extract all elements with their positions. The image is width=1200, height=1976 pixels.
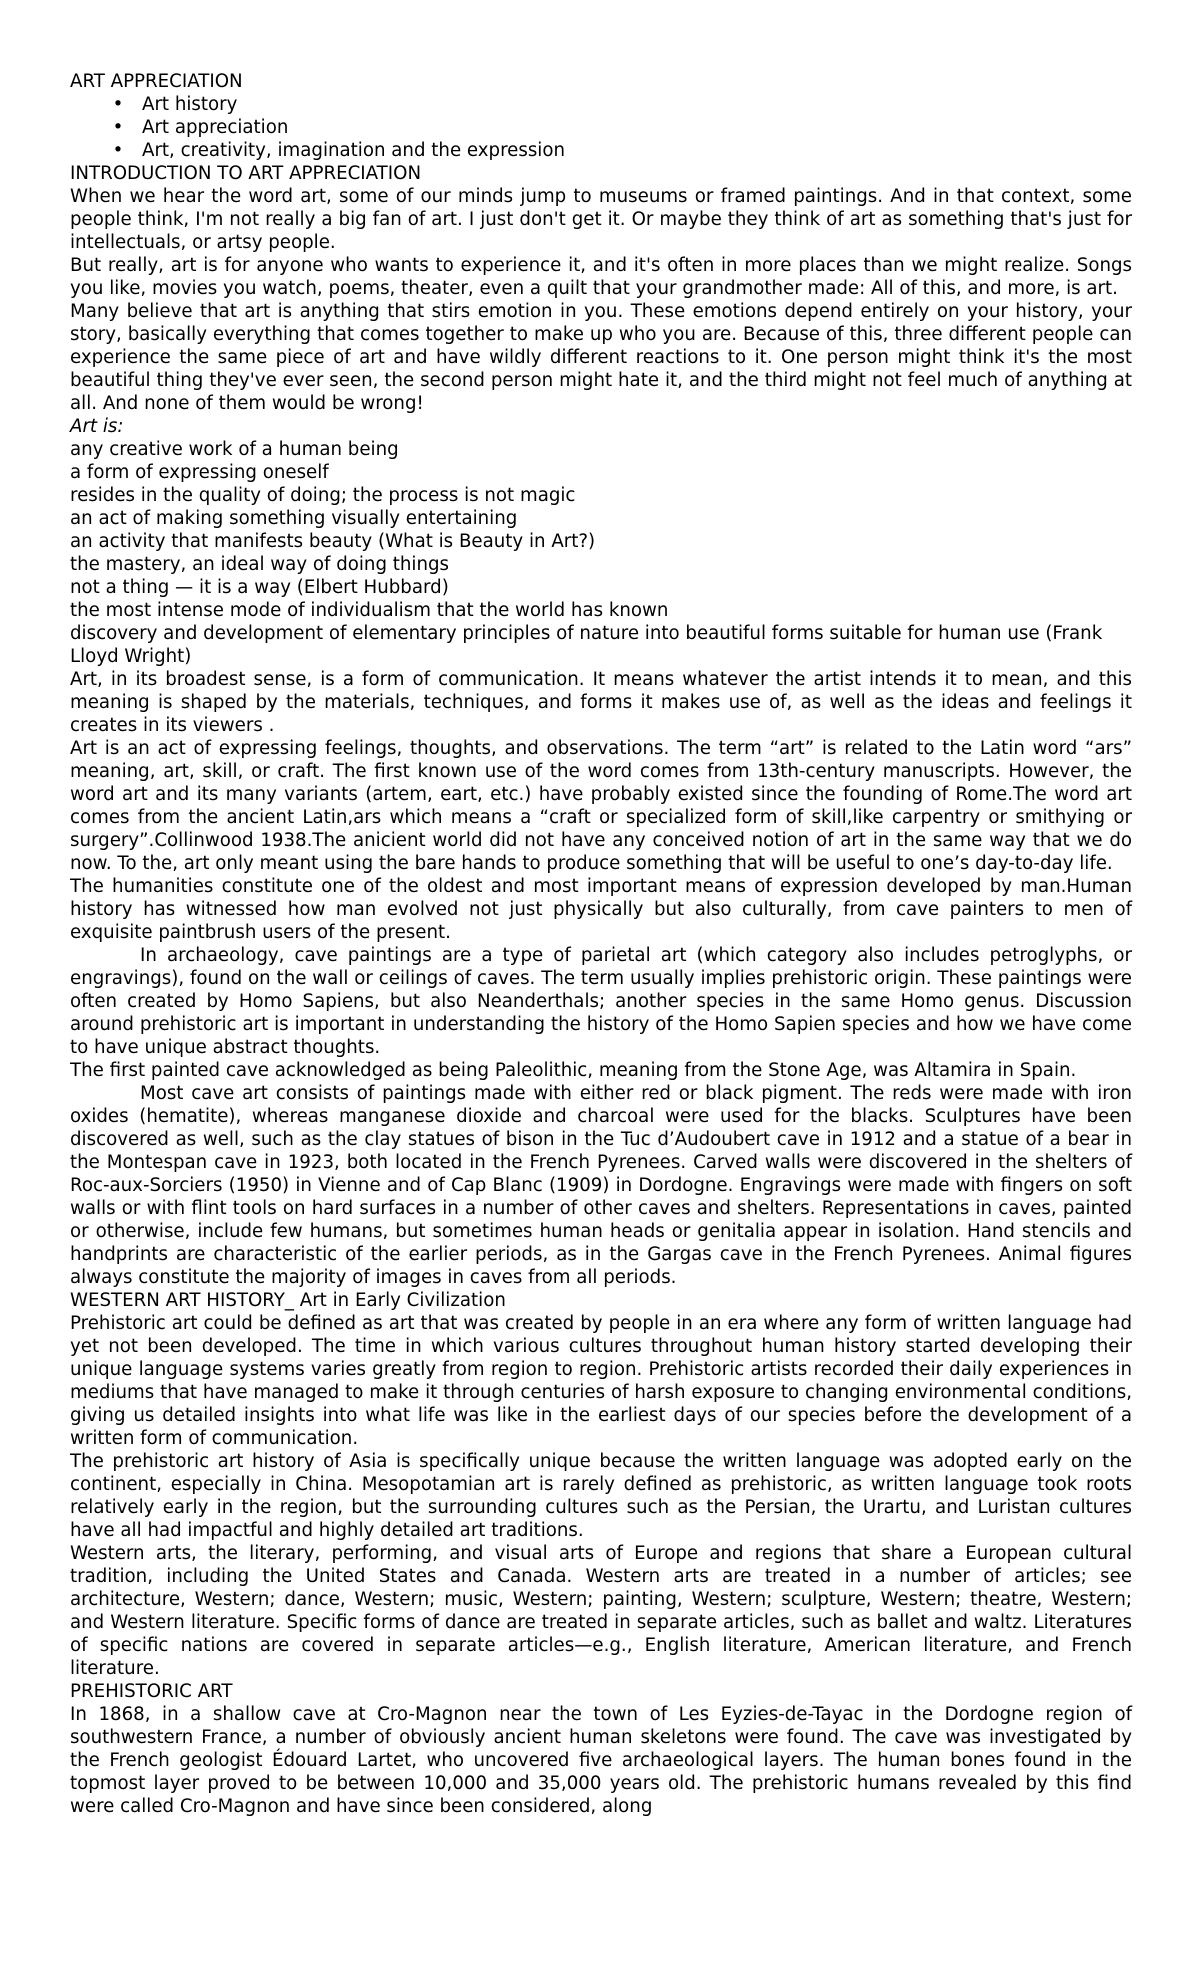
art-is-item: an activity that manifests beauty (What is Beauty in Art?) (70, 531, 596, 552)
topic-list-item (70, 139, 1132, 162)
art-is-item: discovery and development of elementary principles of nature into beautiful forms suitable for human use (Frank Lloyd Wright) (70, 623, 1103, 667)
bullet-icon: • (112, 94, 124, 115)
art-is-item: the mastery, an ideal way of doing things (70, 554, 450, 575)
topic-list-item (70, 116, 1132, 139)
body-paragraph: The humanities constitute one of the oldest and most important means of expression developed by man.Human history has witnessed how man evolved not just physically but also culturally, from cave painters to men of exquisite paintbrush users of the present. (70, 876, 1132, 943)
western-paragraph: Prehistoric art could be defined as art that was created by people in an era where any form of written language had yet not been developed. The time in which various cultures throughout human history started developing their unique language systems varies greatly from region to region. Prehistoric artists recorded their daily experiences in mediums that have managed to make it through centuries of harsh exposure to changing environmental conditions, giving us detailed insights into what life was like in the earliest days of our species before the development of a written form of communication. (70, 1313, 1132, 1449)
art-is-item: the most intense mode of individualism that the world has known (70, 600, 669, 621)
cave-paragraph: Most cave art consists of paintings made with either red or black pigment. The reds were made with iron oxides (hematite), whereas manganese dioxide and charcoal were used for the blacks. Sculptures have been discovered as well, such as the clay statues of bison in the Tuc d’Audoubert cave in 1912 and a statue of a bear in the Montespan cave in 1923, both located in the French Pyrenees. Carved walls were discovered in the shelters of Roc-aux-Sorciers (1950) in Vienne and of Cap Blanc (1909) in Dordogne. Engravings were made with fingers on soft walls or with flint tools on hard surfaces in a number of other caves and shelters. Representations in caves, painted or otherwise, include few humans, but sometimes human heads or genitalia appear in isolation. Hand stencils and handprints are characteristic of the earlier periods, as in the Gargas cave in the French Pyrenees. Animal figures always constitute the majority of images in caves from all periods. (70, 1083, 1132, 1288)
intro-paragraph: But really, art is for anyone who wants to experience it, and it's often in more places than we might realize. Songs you like, movies you watch, poems, theater, even a quilt that your grandmother made: All of this, and more, is art. (70, 255, 1132, 299)
western-paragraph: Western arts, the literary, performing, and visual arts of Europe and regions that share a European cultural tradition, including the United States and Canada. Western arts are treated in a number of articles; see architecture, Western; dance, Western; music, Western; painting, Western; sculpture, Western; theatre, Western; and Western literature. Specific forms of dance are treated in separate articles, such as ballet and waltz. Literatures of specific nations are covered in separate articles—e.g., English literature, American literature, and French literature. (70, 1543, 1132, 1679)
western-paragraph: The prehistoric art history of Asia is specifically unique because the written language was adopted early on the continent, especially in China. Mesopotamian art is rarely defined as prehistoric, as written language took roots relatively early in the region, but the surrounding cultures such as the Persian, the Urartu, and Luristan cultures have all had impactful and highly detailed art traditions. (70, 1451, 1132, 1541)
topic-list (70, 93, 1132, 162)
bullet-icon: • (112, 117, 124, 138)
topic-label: Art appreciation (142, 117, 289, 138)
topic-label: Art history (142, 94, 238, 115)
body-paragraph: Art is an act of expressing feelings, thoughts, and observations. The term “art” is related to the Latin word “ars” meaning, art, skill, or craft. The first known use of the word comes from 13th-century manuscripts. However, the word art and its many variants (artem, eart, etc.) have probably existed since the founding of Rome.The word art comes from the ancient Latin,ars which means a “craft or specialized form of skill,like carpentry or smithying or surgery”.Collinwood 1938.The anicient world did not have any conceived notion of art in the same way that we do now. To the, art only meant using the bare hands to produce something that will be useful to one’s day-to-day life. (70, 738, 1132, 874)
intro-paragraph: When we hear the word art, some of our minds jump to museums or framed paintings. And in that context, some people think, I'm not really a big fan of art. I just don't get it. Or maybe they think of art as something that's just for intellectuals, or artsy people. (70, 186, 1132, 253)
document-page (70, 70, 1132, 1818)
document-title: ART APPRECIATION (70, 71, 243, 92)
first-cave-paragraph: The first painted cave acknowledged as being Paleolithic, meaning from the Stone Age, was Altamira in Spain. (70, 1060, 1077, 1081)
body-paragraph: Art, in its broadest sense, is a form of communication. It means whatever the artist intends it to mean, and this meaning is shaped by the materials, techniques, and forms it makes use of, as well as the ideas and feelings it creates in its viewers . (70, 669, 1132, 736)
prehistoric-heading: PREHISTORIC ART (70, 1681, 233, 1702)
intro-paragraph: Many believe that art is anything that stirs emotion in you. These emotions depend entirely on your history, your story, basically everything that comes together to make up who you are. Because of this, three different people can experience the same piece of art and have wildly different reactions to it. One person might think it's the most beautiful thing they've ever seen, the second person might hate it, and the third might not feel much of anything at all. And none of them would be wrong! (70, 301, 1132, 414)
art-is-item: not a thing — it is a way (Elbert Hubbard) (70, 577, 449, 598)
topic-list-item (70, 93, 1132, 116)
art-is-label: Art is: (70, 416, 124, 437)
intro-heading: INTRODUCTION TO ART APPRECIATION (70, 163, 422, 184)
western-heading: WESTERN ART HISTORY_ Art in Early Civilization (70, 1290, 506, 1311)
prehistoric-paragraph: In 1868, in a shallow cave at Cro-Magnon near the town of Les Eyzies-de-Tayac in the Dordogne region of southwestern France, a number of obviously ancient human skeletons were found. The cave was investigated by the French geologist Édouard Lartet, who uncovered five archaeological layers. The human bones found in the topmost layer proved to be between 10,000 and 35,000 years old. The prehistoric humans revealed by this find were called Cro-Magnon and have since been considered, along (70, 1704, 1132, 1817)
bullet-icon: • (112, 140, 124, 161)
art-is-item: a form of expressing oneself (70, 462, 329, 483)
art-is-item: resides in the quality of doing; the process is not magic (70, 485, 576, 506)
cave-paragraph: In archaeology, cave paintings are a type of parietal art (which category also includes petroglyphs, or engravings), found on the wall or ceilings of caves. The term usually implies prehistoric origin. These paintings were often created by Homo Sapiens, but also Neanderthals; another species in the same Homo genus. Discussion around prehistoric art is important in understanding the history of the Homo Sapien species and how we have come to have unique abstract thoughts. (70, 945, 1132, 1058)
topic-label: Art, creativity, imagination and the expression (142, 140, 566, 161)
art-is-item: any creative work of a human being (70, 439, 399, 460)
art-is-item: an act of making something visually entertaining (70, 508, 518, 529)
